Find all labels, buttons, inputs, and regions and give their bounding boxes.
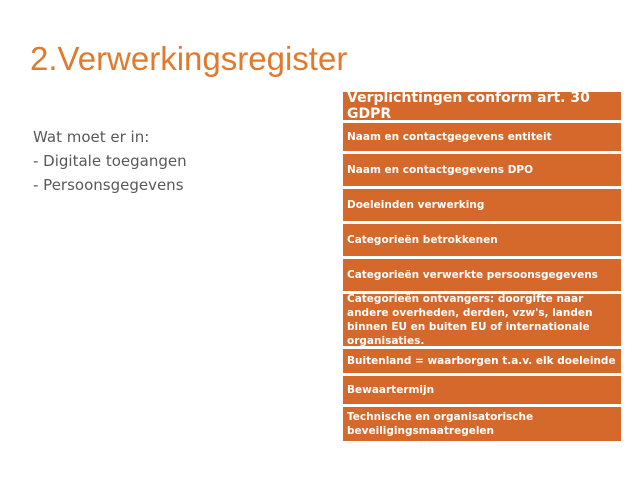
table-row: Categorieën verwerkte persoonsgegevens (343, 259, 621, 291)
slide-title: 2.Verwerkingsregister (30, 40, 348, 77)
bullet-item: - Persoonsgegevens (33, 176, 184, 194)
content-block (33, 125, 187, 197)
intro-text: Wat moet er in: (33, 128, 150, 146)
table-row: Categorieën betrokkenen (343, 224, 621, 256)
table-row: Naam en contactgegevens DPO (343, 154, 621, 186)
obligations-table (343, 92, 621, 444)
table-row: Bewaartermijn (343, 376, 621, 404)
table-header: Verplichtingen conform art. 30 GDPR (343, 92, 621, 120)
table-row: Technische en organisatorische beveiligingsmaatregelen (343, 407, 621, 441)
table-row: Naam en contactgegevens entiteit (343, 123, 621, 151)
table-row: Categorieën ontvangers: doorgifte naar andere overheden, derden, vzw's, landen binnen EU en buiten EU of internationale organisaties. (343, 294, 621, 346)
table-row: Buitenland = waarborgen t.a.v. elk doeleinde (343, 349, 621, 373)
table-row: Doeleinden verwerking (343, 189, 621, 221)
bullet-item: - Digitale toegangen (33, 152, 187, 170)
